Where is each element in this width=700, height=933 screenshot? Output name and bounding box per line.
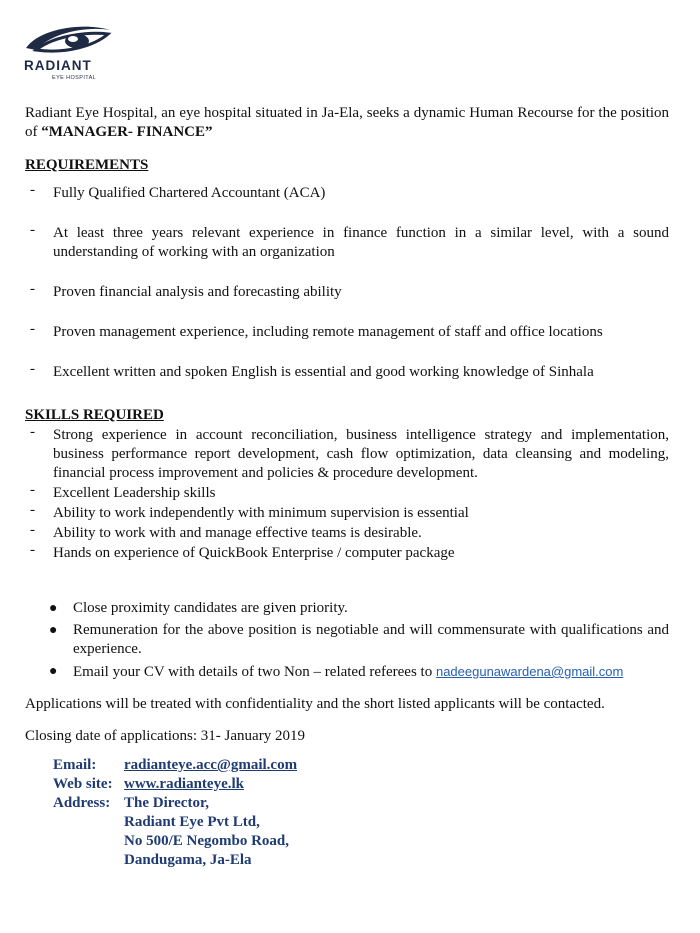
list-item: - Proven financial analysis and forecasting ability [30, 281, 342, 300]
skills-heading: SKILLS REQUIRED [25, 407, 164, 423]
position-title: “MANAGER- FINANCE” [41, 124, 213, 140]
intro-paragraph [25, 104, 669, 142]
contact-address-row [53, 794, 669, 813]
email-label: Email: [53, 757, 97, 773]
address-line: Radiant Eye Pvt Ltd, [124, 814, 260, 830]
bullet-icon: ● [49, 623, 58, 638]
confidentiality-note: Applications will be treated with confidentiality and the short listed applicants will be contacted. [25, 696, 605, 712]
list-item: - Ability to work independently with minimum supervision is essential [30, 502, 469, 521]
eye-logo-icon [22, 24, 114, 58]
contact-block [53, 756, 669, 870]
contact-email-row [53, 756, 669, 775]
list-item: ● Remuneration for the above position is negotiable and will commensurate with qualifications and experience. [49, 622, 669, 657]
address-line: No 500/E Negombo Road, [124, 833, 290, 849]
bullet-icon: ● [49, 664, 58, 679]
list-item: - Strong experience in account reconciliation, business intelligence strategy and implementation, business performance report development, cash flow optimization, data cleansing and modeling, financial process improvement and policies & procedure development. [30, 424, 669, 481]
requirements-heading: REQUIREMENTS [25, 157, 149, 173]
job-advertisement [25, 104, 669, 870]
radiant-logo [22, 24, 122, 88]
list-item: - Excellent written and spoken English is essential and good working knowledge of Sinhala [30, 361, 594, 380]
requirements-list [25, 184, 669, 382]
bullet-icon: ● [49, 601, 58, 616]
notes-list [25, 599, 669, 682]
referee-email-link[interactable]: nadeegunawardena@gmail.com [435, 664, 624, 679]
address-line: The Director, [124, 795, 209, 811]
website-link[interactable]: www.radianteye.lk [124, 776, 244, 792]
address-line: Dandugama, Ja-Ela [124, 852, 252, 868]
address-label: Address: [53, 795, 111, 811]
list-item: - Hands on experience of QuickBook Enterprise / computer package [30, 542, 455, 561]
list-item: - Proven management experience, including remote management of staff and office locations [30, 321, 603, 340]
skills-list [25, 426, 669, 563]
contact-website-row [53, 775, 669, 794]
intro-text: Radiant Eye Hospital, an eye hospital situated in Ja-Ela, seeks a dynamic Human Recourse for the position of [25, 105, 669, 140]
contact-email-link[interactable]: radianteye.acc@gmail.com [124, 757, 298, 773]
closing-date: Closing date of applications: 31- January 2019 [25, 728, 305, 744]
list-item: - At least three years relevant experience in finance function in a similar level, with a sound understanding of working with an organization [30, 222, 669, 260]
logo-name: RADIANT [24, 58, 92, 73]
list-item: ● Email your CV with details of two Non – related referees to nadeegunawardena@gmail.com [49, 664, 624, 680]
logo-subtitle: EYE HOSPITAL [52, 75, 97, 81]
list-item: - Fully Qualified Chartered Accountant (ACA) [30, 182, 326, 201]
list-item: - Excellent Leadership skills [30, 482, 216, 501]
list-item: ● Close proximity candidates are given priority. [49, 600, 348, 616]
website-label: Web site: [53, 776, 113, 792]
list-item: - Ability to work with and manage effective teams is desirable. [30, 522, 422, 541]
